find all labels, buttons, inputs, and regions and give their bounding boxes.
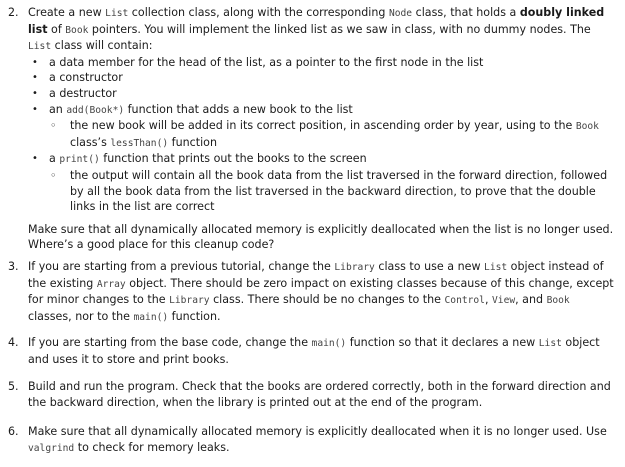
question-4: [8, 335, 616, 367]
sub-list: [49, 168, 616, 215]
question-number: 2.: [8, 6, 19, 19]
question-4-text: If you are starting from the base code, change the main() function so that it declares a new List object and uses it to store and print books.: [28, 336, 600, 366]
code-term: Book: [65, 24, 89, 36]
list-item: • a constructor: [28, 70, 616, 86]
question-number: 6.: [8, 425, 19, 438]
code-term: Node: [388, 8, 413, 19]
question-3-text: If you are starting from a previous tutorial, change the Library class to use a new List object instead of the existing Array object. There should be zero impact on existing classes because of this change, except for minor changes to the Library class. There should be no changes to the Control, View, and Book classes, nor to the main() function.: [28, 260, 614, 323]
question-number: 3.: [8, 260, 19, 273]
code-term: add(Book*): [66, 104, 125, 116]
question-6-text: Make sure that all dynamically allocated memory is explicitly deallocated when it is no longer used. Use valgrind to check for memory leaks.: [28, 425, 607, 454]
code-term: Book: [575, 121, 599, 133]
code-term: valgrind: [28, 442, 75, 454]
question-number: 5.: [8, 380, 19, 393]
question-number: 4.: [8, 336, 19, 349]
question-5-text: Build and run the program. Check that the books are ordered correctly, both in the forward direction and the backward direction, when the library is printed out at the end of the program.: [28, 380, 611, 409]
code-term: List: [484, 262, 508, 273]
question-2-intro: Create a new List collection class, along with the corresponding Node class, that holds a doubly linked list of Book pointers. You will implement the linked list as we saw in class, with no dummy nodes. The List class will contain:: [28, 6, 605, 53]
code-term: Library: [334, 262, 375, 273]
code-term: print(): [59, 154, 100, 166]
bold-term: doubly linked list: [28, 6, 605, 36]
code-term: Library: [169, 295, 210, 307]
sub-list-item: ◦ the output will contain all the book data from the list traversed in the forward direction, followed by all the book data from the list traversed in the backward direction, to prove that the double links in the list are correct: [49, 168, 616, 215]
list-item: • a data member for the head of the list, as a pointer to the first node in the list: [28, 55, 616, 71]
sub-list: [49, 118, 616, 151]
code-term: List: [105, 8, 129, 19]
list-class-requirements: [28, 55, 616, 215]
list-item: • a destructor: [28, 86, 616, 102]
question-3: [8, 259, 616, 325]
code-term: Book: [546, 295, 570, 307]
code-term: List: [538, 338, 562, 349]
question-2-closing: Make sure that all dynamically allocated memory is explicitly deallocated when the list is no longer used. Where’s a good place for this cleanup code?: [28, 222, 614, 252]
code-term: main(): [133, 311, 169, 323]
list-item: • an add(Book*) function that adds a new book to the list ◦ the new book will be added in its correct position, in ascending order by year, using to the Book class’s lessThan() function: [28, 102, 616, 152]
question-5: [8, 379, 616, 410]
question-2: [8, 5, 616, 253]
code-term: View: [492, 295, 516, 307]
code-term: main(): [311, 338, 347, 349]
code-term: List: [28, 41, 52, 53]
question-6: [8, 424, 616, 456]
code-term: Control: [444, 295, 485, 307]
list-item: • a print() function that prints out the books to the screen ◦ the output will contain all the book data from the list traversed in the forward direction, followed by all the book data from the list traversed in the backward direction, to prove that the double links in the list are correct: [28, 151, 616, 214]
sub-list-item: ◦ the new book will be added in its correct position, in ascending order by year, using to the Book class’s lessThan() function: [49, 118, 616, 151]
code-term: Array: [96, 278, 126, 290]
code-term: lessThan(): [110, 137, 169, 149]
